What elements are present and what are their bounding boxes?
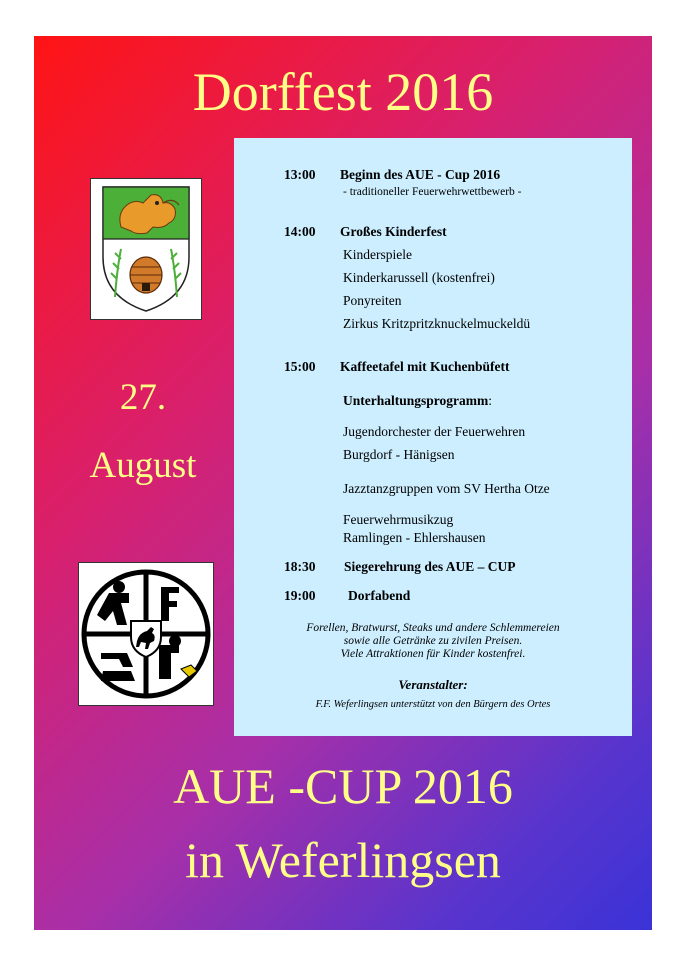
act-item: Burgdorf - Hänigsen xyxy=(343,447,455,462)
time-1500: 15:00 xyxy=(284,359,316,374)
footer-line: Forellen, Bratwurst, Steaks und andere Schlemmereien xyxy=(306,622,560,634)
date-month: August xyxy=(89,445,197,486)
event-item: Ponyreiten xyxy=(343,293,402,308)
act-item: Jugendorchester der Feuerwehren xyxy=(343,424,526,439)
act-item: Feuerwehrmusikzug xyxy=(343,512,454,527)
entertainment-label: Unterhaltungsprogramm xyxy=(343,393,489,408)
entertainment-colon: : xyxy=(488,393,493,408)
time-1830: 18:30 xyxy=(284,559,316,574)
poster-title: Dorffest 2016 xyxy=(192,62,494,122)
event-item: Zirkus Kritzpritzknuckelmuckeldü xyxy=(343,316,531,331)
event-subtitle-cup: - traditioneller Feuerwehrwettbewerb - xyxy=(343,186,522,198)
time-1900: 19:00 xyxy=(284,588,316,603)
event-title-cup-start: Beginn des AUE - Cup 2016 xyxy=(340,167,501,182)
time-1400: 14:00 xyxy=(284,224,316,239)
entertainment-heading xyxy=(343,393,492,409)
footer-line: sowie alle Getränke zu zivilen Preisen. xyxy=(343,635,523,647)
footer-line: Viele Attraktionen für Kinder kostenfrei. xyxy=(340,648,526,660)
event-title-kinderfest: Großes Kinderfest xyxy=(340,224,447,239)
poster xyxy=(34,36,652,930)
date-day: 27. xyxy=(119,377,167,418)
event-title-siegerehrung: Siegerehrung des AUE – CUP xyxy=(344,559,516,574)
program-panel xyxy=(234,138,632,736)
time-1300: 13:00 xyxy=(284,167,316,182)
event-title-dorfabend: Dorfabend xyxy=(348,588,411,603)
bottom-title-line1: AUE -CUP 2016 xyxy=(173,758,513,814)
coat-of-arms-icon xyxy=(90,178,202,320)
organizer-label: Veranstalter: xyxy=(398,677,468,692)
organizer-text: F.F. Weferlingsen unterstützt von den Bürgern des Ortes xyxy=(315,699,551,710)
event-title-kaffeetafel: Kaffeetafel mit Kuchenbüfett xyxy=(340,359,510,374)
bottom-title-line2: in Weferlingsen xyxy=(185,832,501,888)
event-item: Kinderspiele xyxy=(343,247,412,262)
fire-brigade-emblem-icon xyxy=(78,562,214,706)
event-item: Kinderkarussell (kostenfrei) xyxy=(343,270,495,285)
act-item: Ramlingen - Ehlershausen xyxy=(343,530,486,545)
act-item: Jazztanzgruppen vom SV Hertha Otze xyxy=(343,481,550,496)
